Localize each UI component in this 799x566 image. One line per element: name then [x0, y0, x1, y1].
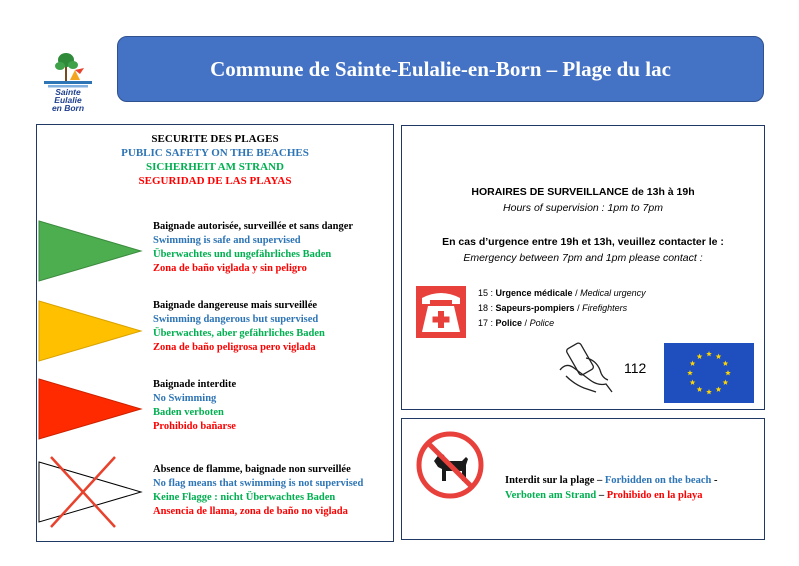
flag-yellow-description [153, 299, 325, 355]
contact-name: Sapeurs-pompiers [495, 303, 575, 313]
flag-green-description [153, 220, 353, 276]
commune-logo [44, 50, 92, 116]
emergency-phone-icon [416, 286, 466, 338]
supervision-panel [401, 125, 765, 410]
euro-emergency-number: 112 [624, 360, 647, 376]
flag-green-es: Zona de baño viglada y sin peligro [153, 263, 307, 274]
no-flag-icon [37, 455, 145, 529]
logo-line-3: en Born [51, 103, 85, 113]
flag-yellow-es: Zona de baño peligrosa pero viglada [153, 342, 316, 353]
flag-yellow-de: Überwachtes, aber gefährliches Baden [153, 328, 325, 339]
beach-safety-panel [36, 124, 394, 542]
flag-none-de: Keine Flagge : nicht Überwachtes Baden [153, 492, 336, 503]
page-title: Commune de Sainte-Eulalie-en-Born – Plage du lac [210, 56, 671, 81]
safety-title-fr: SECURITE DES PLAGES [151, 133, 279, 145]
flag-green-fr: Baignade autorisée, surveillée et sans danger [153, 221, 354, 232]
flag-red-de: Baden verboten [153, 407, 224, 418]
no-dogs-dash-2: - [711, 475, 718, 486]
flag-yellow-en: Swimming dangerous but supervised [153, 314, 319, 325]
contact-number: 15 : [478, 288, 494, 298]
yellow-flag-icon [37, 299, 145, 363]
safety-title-en: PUBLIC SAFETY ON THE BEACHES [121, 147, 309, 159]
logo-line-1: Sainte [55, 87, 81, 97]
contact-item-police [478, 316, 646, 331]
title-banner [117, 36, 764, 102]
red-flag-icon [37, 377, 145, 441]
green-flag-icon [37, 219, 145, 283]
supervision-hours-fr: HORAIRES DE SURVEILLANCE de 13h à 19h [471, 186, 695, 198]
supervision-hours-en: Hours of supervision : 1pm to 7pm [503, 202, 663, 214]
contact-separator: / [572, 288, 581, 298]
contact-translation: Firefighters [582, 303, 628, 313]
contact-item-medical [478, 286, 646, 301]
contact-translation: Medical urgency [580, 288, 646, 298]
logo-line-2: Eulalie [54, 95, 82, 105]
emergency-notice-en: Emergency between 7pm and 1pm please contact : [463, 252, 703, 264]
no-dogs-dash-3: – [596, 490, 607, 501]
contact-name: Police [495, 318, 523, 328]
no-dogs-de: Verboten am Strand [505, 490, 597, 501]
safety-title-es: SEGURIDAD DE LAS PLAYAS [138, 175, 292, 187]
flag-none-es: Ansencia de llama, zona de baño no viglada [153, 506, 348, 517]
contact-separator: / [574, 303, 583, 313]
flag-red-en: No Swimming [153, 393, 217, 404]
contact-number: 17 : [478, 318, 494, 328]
no-dogs-es: Prohibido en la playa [606, 490, 703, 501]
eu-flag-icon [664, 343, 754, 403]
flag-yellow-fr: Baignade dangereuse mais surveillée [153, 300, 318, 311]
logo-text [44, 88, 92, 112]
mobile-phone-hand-icon [556, 340, 616, 396]
contact-name: Urgence médicale [495, 288, 573, 298]
contact-translation: Police [529, 318, 555, 328]
safety-title-de: SICHERHEIT AM STRAND [146, 161, 284, 173]
flag-green-de: Überwachtes und ungefährliches Baden [153, 249, 332, 260]
contact-separator: / [522, 318, 530, 328]
no-dogs-en: Forbidden on the beach [604, 475, 712, 486]
flag-red-es: Prohibido bañarse [153, 421, 236, 432]
no-dogs-dash-1: – [594, 475, 605, 486]
contact-number: 18 : [478, 303, 494, 313]
flag-none-description [153, 463, 363, 519]
flag-green-en: Swimming is safe and supervised [153, 235, 301, 246]
flag-none-en: No flag means that swimming is not supervised [153, 478, 364, 489]
contact-list [478, 286, 646, 331]
flag-none-fr: Absence de flamme, baignade non surveillée [153, 464, 351, 475]
no-dogs-fr: Interdit sur la plage [505, 475, 595, 486]
contact-item-firefighters [478, 301, 646, 316]
flag-red-fr: Baignade interdite [153, 379, 237, 390]
emergency-notice-fr: En cas d’urgence entre 19h et 13h, veuillez contacter le : [442, 236, 724, 248]
no-dogs-icon [416, 431, 484, 499]
no-dogs-panel [401, 418, 765, 540]
tree-logo-icon [44, 50, 92, 90]
flag-red-description [153, 378, 236, 434]
no-dogs-text [505, 473, 755, 503]
